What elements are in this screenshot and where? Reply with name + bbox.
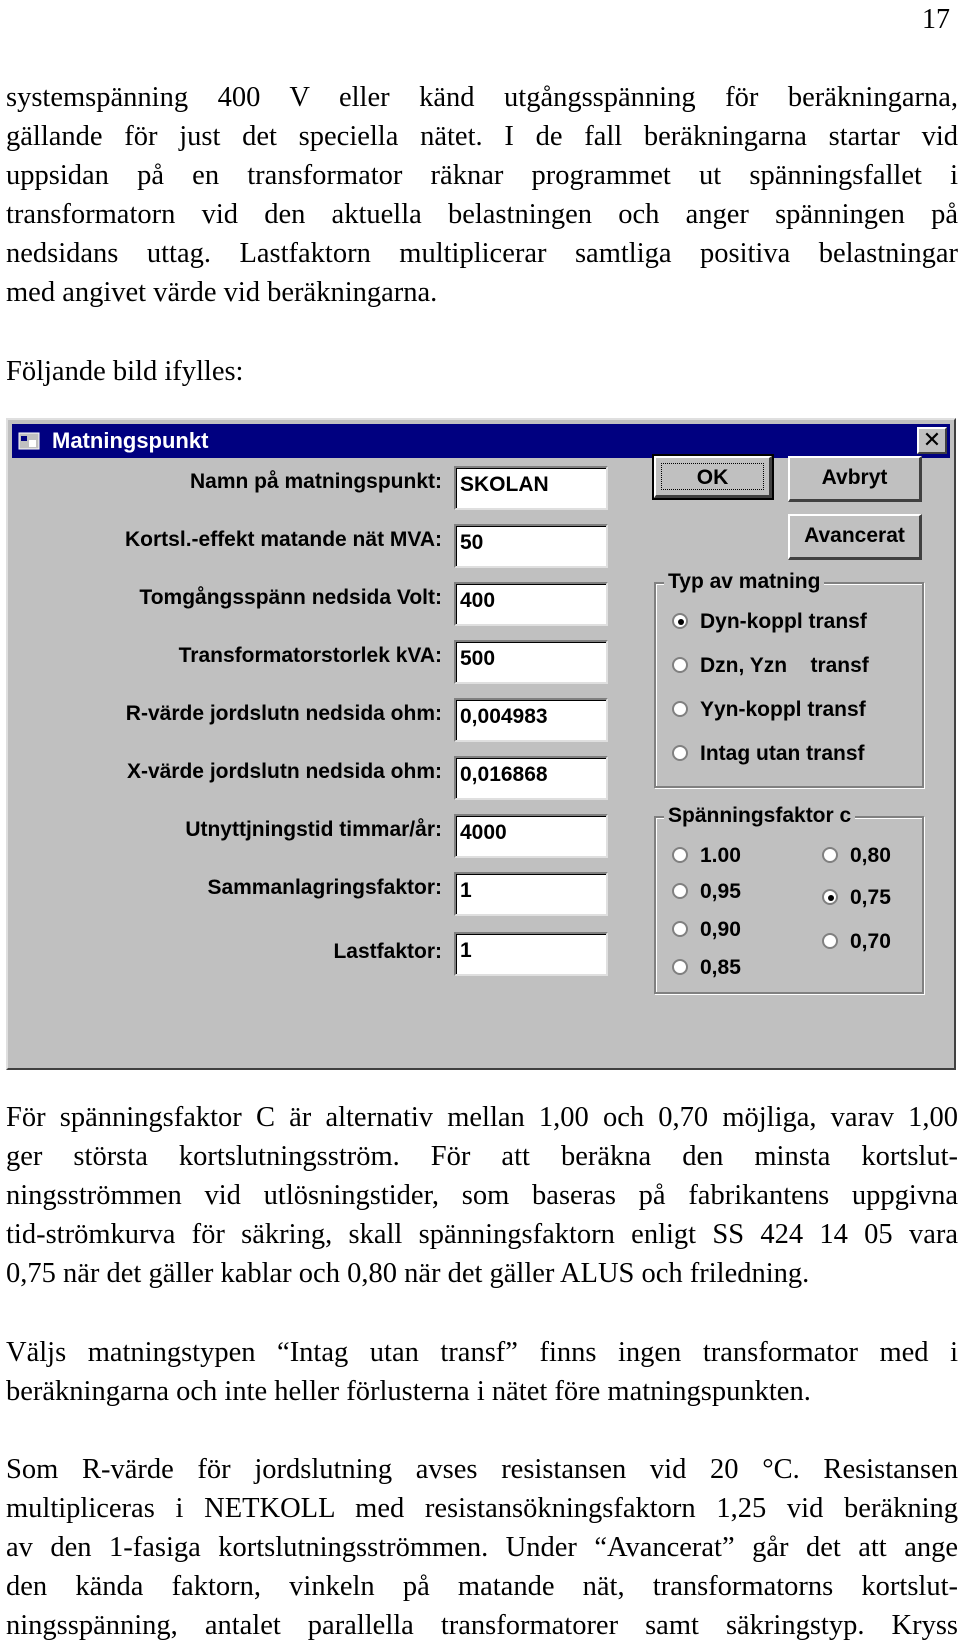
radio-intag-utan[interactable]: Intag utan transf <box>672 742 865 766</box>
close-button[interactable] <box>917 427 947 454</box>
radio-icon <box>672 847 688 863</box>
dialog-titlebar <box>12 424 950 458</box>
radio-icon <box>672 701 688 717</box>
text-line: gällande för just det speciella nätet. I de fall beräkningarna startar vid <box>6 121 958 152</box>
text-line: beräkningarna och inte heller förlusterna i nätet före matningspunkten. <box>6 1376 811 1407</box>
label-r-varde: R-värde jordslutn nedsida ohm: <box>125 702 442 725</box>
kortsl-effekt-input[interactable]: 50 <box>454 524 608 568</box>
paragraph-intro <box>6 78 958 312</box>
radio-icon <box>672 883 688 899</box>
text-line: För spänningsfaktor C är alternativ mellan 1,00 och 0,70 möjliga, varav 1,00 <box>6 1102 958 1133</box>
radio-selected-icon <box>672 613 688 629</box>
label-kortsl: Kortsl.-effekt matande nät MVA: <box>125 528 442 551</box>
radio-dyn-koppl[interactable]: Dyn-koppl transf <box>672 610 867 634</box>
text-line: systemspänning 400 V eller känd utgångsspänning för beräkningarna, <box>6 82 958 113</box>
label-x-varde: X-värde jordslutn nedsida ohm: <box>126 760 442 783</box>
text-line: uppsidan på en transformator räknar programmet ut spänningsfallet i <box>6 160 958 191</box>
text-line: transformatorn vid den aktuella belastningen och anger spänningen på <box>6 199 958 230</box>
text-line: av den 1-fasiga kortslutningsströmmen. Under “Avancerat” går det att ange <box>6 1532 958 1563</box>
label-sammanlagring: Sammanlagringsfaktor: <box>207 876 442 899</box>
paragraph-r-varde <box>6 1450 958 1645</box>
text-line: Väljs matningstypen “Intag utan transf” finns ingen transformator med i <box>6 1337 958 1368</box>
paragraph-caption <box>6 352 958 391</box>
matningspunkt-dialog <box>6 418 956 1070</box>
radio-factor-0-70[interactable]: 0,70 <box>822 930 891 954</box>
cancel-button[interactable]: Avbryt <box>788 456 922 502</box>
paragraph-matningstyp <box>6 1333 958 1411</box>
dialog-title: Matningspunkt <box>52 428 209 453</box>
text-line: tid-strömkurva för säkring, skall spänningsfaktorn enligt SS 424 14 05 vara <box>6 1219 958 1250</box>
lastfaktor-input[interactable]: 1 <box>454 932 608 976</box>
text-line: ningsspänning, antalet parallella transformatorer samt säkringstyp. Kryss <box>6 1610 958 1641</box>
text-line: ningsströmmen vid utlösningstider, som baseras på fabrikantens uppgivna <box>6 1180 958 1211</box>
namn-input[interactable]: SKOLAN <box>454 466 608 510</box>
close-icon: ✕ <box>922 427 942 452</box>
radio-icon <box>822 933 838 949</box>
text-line: ger största kortslutningsström. För att beräkna den minsta kortslut- <box>6 1141 958 1172</box>
ok-button[interactable]: OK <box>654 456 772 498</box>
text-line: Följande bild ifylles: <box>6 356 244 387</box>
page-number: 17 <box>922 4 950 35</box>
label-utnyttjningstid: Utnyttjningstid timmar/år: <box>185 818 442 841</box>
radio-yyn-koppl[interactable]: Yyn-koppl transf <box>672 698 866 722</box>
transformatorstorlek-input[interactable]: 500 <box>454 640 608 684</box>
paragraph-spanningsfaktor <box>6 1098 958 1293</box>
spanningsfaktor-title: Spänningsfaktor c <box>664 804 855 828</box>
text-line: nedsidans uttag. Lastfaktorn multiplicerar samtliga positiva belastningar <box>6 238 958 269</box>
radio-factor-0-80[interactable]: 0,80 <box>822 844 891 868</box>
label-transformator: Transformatorstorlek kVA: <box>178 644 442 667</box>
label-tomgang: Tomgångsspänn nedsida Volt: <box>139 586 442 609</box>
advanced-button[interactable]: Avancerat <box>788 514 922 560</box>
label-lastfaktor: Lastfaktor: <box>333 940 442 963</box>
radio-icon <box>672 745 688 761</box>
radio-factor-1-00[interactable]: 1.00 <box>672 844 741 868</box>
text-line: den kända faktorn, vinkeln på matande nät, transformatorns kortslut- <box>6 1571 958 1602</box>
utnyttjningstid-input[interactable]: 4000 <box>454 814 608 858</box>
x-varde-input[interactable]: 0,016868 <box>454 756 608 800</box>
radio-selected-icon <box>822 889 838 905</box>
text-line: 0,75 när det gäller kablar och 0,80 när det gäller ALUS och friledning. <box>6 1258 810 1289</box>
r-varde-input[interactable]: 0,004983 <box>454 698 608 742</box>
radio-factor-0-90[interactable]: 0,90 <box>672 918 741 942</box>
text-line: med angivet värde vid beräkningarna. <box>6 277 438 308</box>
typ-av-matning-title: Typ av matning <box>664 570 824 594</box>
tomgang-input[interactable]: 400 <box>454 582 608 626</box>
radio-factor-0-85[interactable]: 0,85 <box>672 956 741 980</box>
radio-icon <box>672 921 688 937</box>
radio-factor-0-95[interactable]: 0,95 <box>672 880 741 904</box>
text-line: multipliceras i NETKOLL med resistansökningsfaktorn 1,25 vid beräkning <box>6 1493 958 1524</box>
sammanlagringsfaktor-input[interactable]: 1 <box>454 872 608 916</box>
radio-icon <box>672 657 688 673</box>
label-namn: Namn på matningspunkt: <box>189 470 442 493</box>
radio-icon <box>822 847 838 863</box>
radio-icon <box>672 959 688 975</box>
radio-factor-0-75[interactable]: 0,75 <box>822 886 891 910</box>
text-line: Som R-värde för jordslutning avses resistansen vid 20 °C. Resistansen <box>6 1454 958 1485</box>
radio-dzn-yzn[interactable]: Dzn, Yzn transf <box>672 654 869 678</box>
app-icon <box>18 432 40 450</box>
